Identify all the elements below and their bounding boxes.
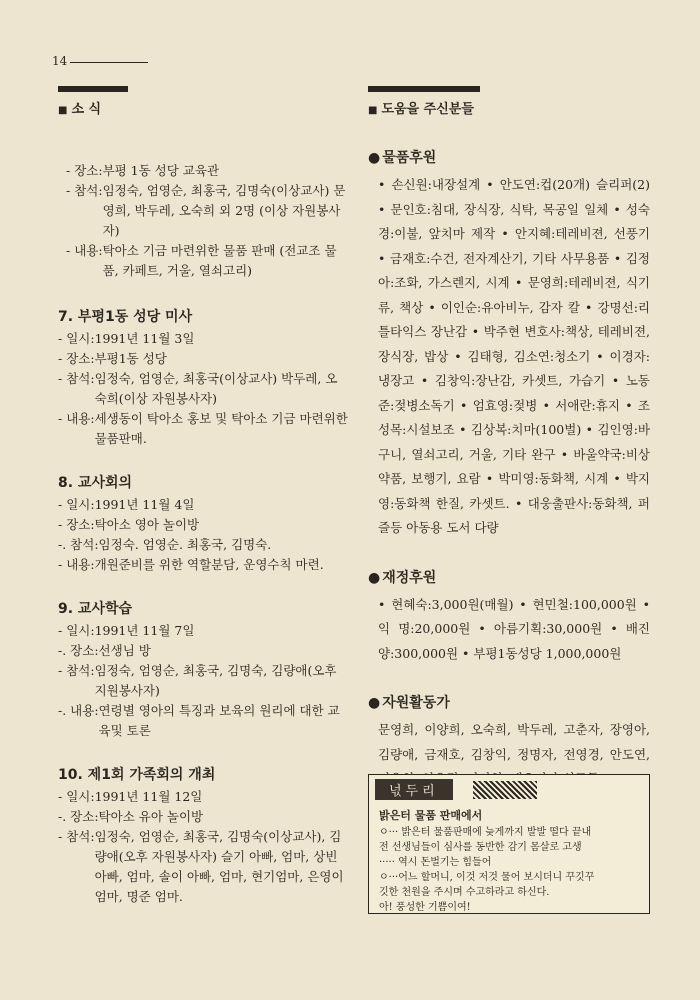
row-key: - 일시:: [58, 789, 95, 804]
news-heading-text: 소 식: [71, 102, 102, 117]
row-key: -. 내용:: [58, 703, 99, 718]
intro-row: [66, 241, 348, 281]
row-key: - 일시:: [58, 623, 95, 638]
row-value: 1991년 11월 4일: [94, 497, 195, 512]
row-value: 임정숙, 엄영순, 최홍국, 김명숙, 김량애(오후지원봉사자): [94, 663, 337, 698]
intro-block: [58, 161, 348, 281]
musings-label: 넋두리: [375, 779, 453, 800]
row-key: -. 장소:: [58, 809, 99, 824]
meeting-row: [58, 661, 348, 701]
row-value: 탁아소 유아 놀이방: [98, 809, 204, 824]
row-key: - 참석:: [58, 829, 95, 844]
row-value: 개원준비를 위한 역할분담, 운영수칙 마련.: [94, 557, 324, 572]
meeting-row: [58, 807, 348, 827]
row-value: 1991년 11월 7일: [94, 623, 195, 638]
meeting-row: [58, 535, 348, 555]
meeting-title: 7. 부평1동 성당 미사: [58, 309, 193, 325]
row-key: - 참석:: [58, 663, 95, 678]
row-value: 부평 1동 성당 교육관: [102, 163, 220, 178]
meeting-title: 10. 제1회 가족회의 개최: [58, 767, 216, 783]
row-value: 연령별 영아의 특징과 보육의 원리에 대한 교육및 토론: [98, 703, 340, 738]
bullet-icon: ●: [368, 569, 381, 586]
donors-column: [368, 86, 650, 792]
group-body: 문영희, 이양희, 오숙희, 박두레, 고춘자, 장영아, 김량애, 금재호, 김창익, 정명자, 전영경, 안도연,: [378, 722, 650, 762]
row-key: - 일시:: [58, 331, 95, 346]
musings-line: 전 선생님들이 심사를 동반한 감기 몸살로 고생: [379, 842, 582, 853]
group-title: [368, 692, 650, 712]
meeting-row: [58, 641, 348, 661]
page-number: 14: [52, 54, 68, 68]
meeting-row: [58, 349, 348, 369]
musings-line: ····· 역시 돈벌기는 힘들어: [379, 857, 492, 868]
row-value: 임정숙, 엄영순, 최홍국(이상교사) 박두레, 오숙희(이상 자원봉사자): [94, 371, 338, 406]
group-title: [368, 567, 650, 587]
intro-row: [66, 181, 348, 241]
row-value: 임정숙. 엄영순. 최홍국, 김명숙.: [98, 537, 272, 552]
row-key: -. 장소:: [58, 643, 99, 658]
musings-box: [368, 774, 650, 914]
bullet-icon: ●: [368, 150, 381, 166]
row-value: 탁아소 영아 놀이방: [94, 517, 200, 532]
row-value: 1991년 11월 3일: [94, 331, 195, 346]
meeting-row: [58, 495, 348, 515]
row-key: - 일시:: [58, 497, 95, 512]
meeting-row: [58, 787, 348, 807]
row-key: - 장소:: [58, 351, 95, 366]
news-column: [58, 86, 348, 907]
meeting-row: [58, 515, 348, 535]
square-bullet-icon: ■: [58, 105, 68, 116]
meeting-row: [58, 329, 348, 349]
row-key: - 내용:: [58, 557, 95, 572]
musings-line: ㅇ···어느 할머니, 이것 저것 물어 보시더니 꾸깃꾸: [379, 872, 595, 883]
donor-group: [368, 147, 650, 541]
donors-heading-text: 도움을 주신분들: [381, 102, 474, 117]
donors-heading: [368, 98, 650, 117]
musings-line: 아! 풍성한 기쁨이여!: [379, 902, 471, 913]
group-title: [368, 147, 650, 167]
group-body: • 손신원:내장설계 • 안도연:컵(20개) 슬리퍼(2) • 문인호:침대, 장식장, 식탁, 목공일 일체 • 성숙경:이불, 앞치마 제작 • 안지혜:테레비젼, 선풍기 • 금재호:수건, 전자계산기, 기타 사무용품 • 김정아:조화, 가스렌지, 시계 • 문영희:테레비젼, 식기류, 책상 • 이인순:유아비누, 감자 칼 • 강명선:리틀타익스 장난감 • 박주현 변호사:책상, 테레비젼, 장식장, 밥상 • 김태형, 김소연:청소기 • 이경자:냉장고 • 김창익:장난감, 카셋트, 가습기 • 노동준:젖병소독기 • 엄효영:젖병 • 서애란:휴지 • 조성목:시설보조 • 김상복:치마(100벌) • 김인영:바구니, 열쇠고리, 거울, 기타 완구 • 바울약국:비상약품, 보행기, 요람 • 박미영:동화책, 시계 • 박지영:동화책 한질, 카셋트. • 대웅출판사:동화책, 퍼즐등 아동용 도서 다량: [378, 177, 650, 535]
group-title-text: 재정후원: [382, 569, 437, 586]
row-value: 탁아소 기금 마련위한 물품 판매 (전교조 물품, 카페트, 거울, 열쇠고리): [102, 243, 337, 278]
group-title-text: 자원활동가: [382, 695, 450, 711]
row-value: 임정숙, 엄영순, 최홍국, 김명숙(이상교사) 문영희, 박두레, 오숙희 외 2명 (이상 자원봉사자): [102, 183, 346, 238]
group-title-text: 물품후원: [382, 150, 437, 166]
row-key: - 장소:: [58, 517, 95, 532]
meeting-row: [58, 369, 348, 409]
bullet-icon: ●: [368, 695, 381, 711]
section-bar: [58, 86, 128, 92]
section-bar: [368, 86, 480, 92]
meeting-row: [58, 827, 348, 907]
row-value: 1991년 11월 12일: [94, 789, 203, 804]
news-body: [58, 161, 348, 907]
square-bullet-icon: ■: [368, 105, 378, 116]
musings-line: ㅇ··· 밝은터 물품판매에 늦게까지 발발 떨다 끝내: [379, 827, 592, 838]
meeting-row: [58, 701, 348, 741]
musings-title: 밝은터 물품 판매에서: [379, 809, 483, 822]
intro-row: [66, 161, 348, 181]
row-value: 부평1동 성당: [94, 351, 167, 366]
donor-group: [368, 567, 650, 667]
row-key: -. 참석:: [58, 537, 99, 552]
row-value: 임정숙, 엄영순, 최홍국, 김명숙(이상교사), 김량애(오후 자원봉사자) 슬기 아빠, 엄마, 상빈 아빠, 엄마, 솔이 아빠, 엄마, 현기엄마, 은영이 엄마, 명준 엄마.: [94, 829, 344, 904]
news-heading: [58, 98, 348, 117]
row-key: - 내용:: [58, 411, 95, 426]
row-value: 선생님 방: [98, 643, 151, 658]
row-key: - 참석:: [58, 371, 95, 386]
meeting-title: 8. 교사회의: [58, 475, 133, 491]
row-key: - 참석:: [66, 183, 103, 198]
page-rule: [70, 62, 148, 63]
group-body: • 현혜숙:3,000원(매월) • 현민철:100,000원 • 익 명:20,000원 • 아름기획:30,000원 • 배진양:300,000원 • 부평1동성당 1,000,000원: [378, 596, 650, 661]
meeting-title: 9. 교사학습: [58, 601, 133, 617]
meeting-row: [58, 555, 348, 575]
meeting-row: [58, 409, 348, 449]
row-value: 세생동이 탁아소 홍보 및 탁아소 기금 마련위한 물품판매.: [94, 411, 348, 446]
meeting-row: [58, 621, 348, 641]
row-key: - 내용:: [66, 243, 103, 258]
musings-line: 깃한 천원을 주시며 수고하라고 하신다.: [379, 887, 550, 898]
hatch-pattern: [473, 781, 537, 799]
row-key: - 장소:: [66, 163, 103, 178]
